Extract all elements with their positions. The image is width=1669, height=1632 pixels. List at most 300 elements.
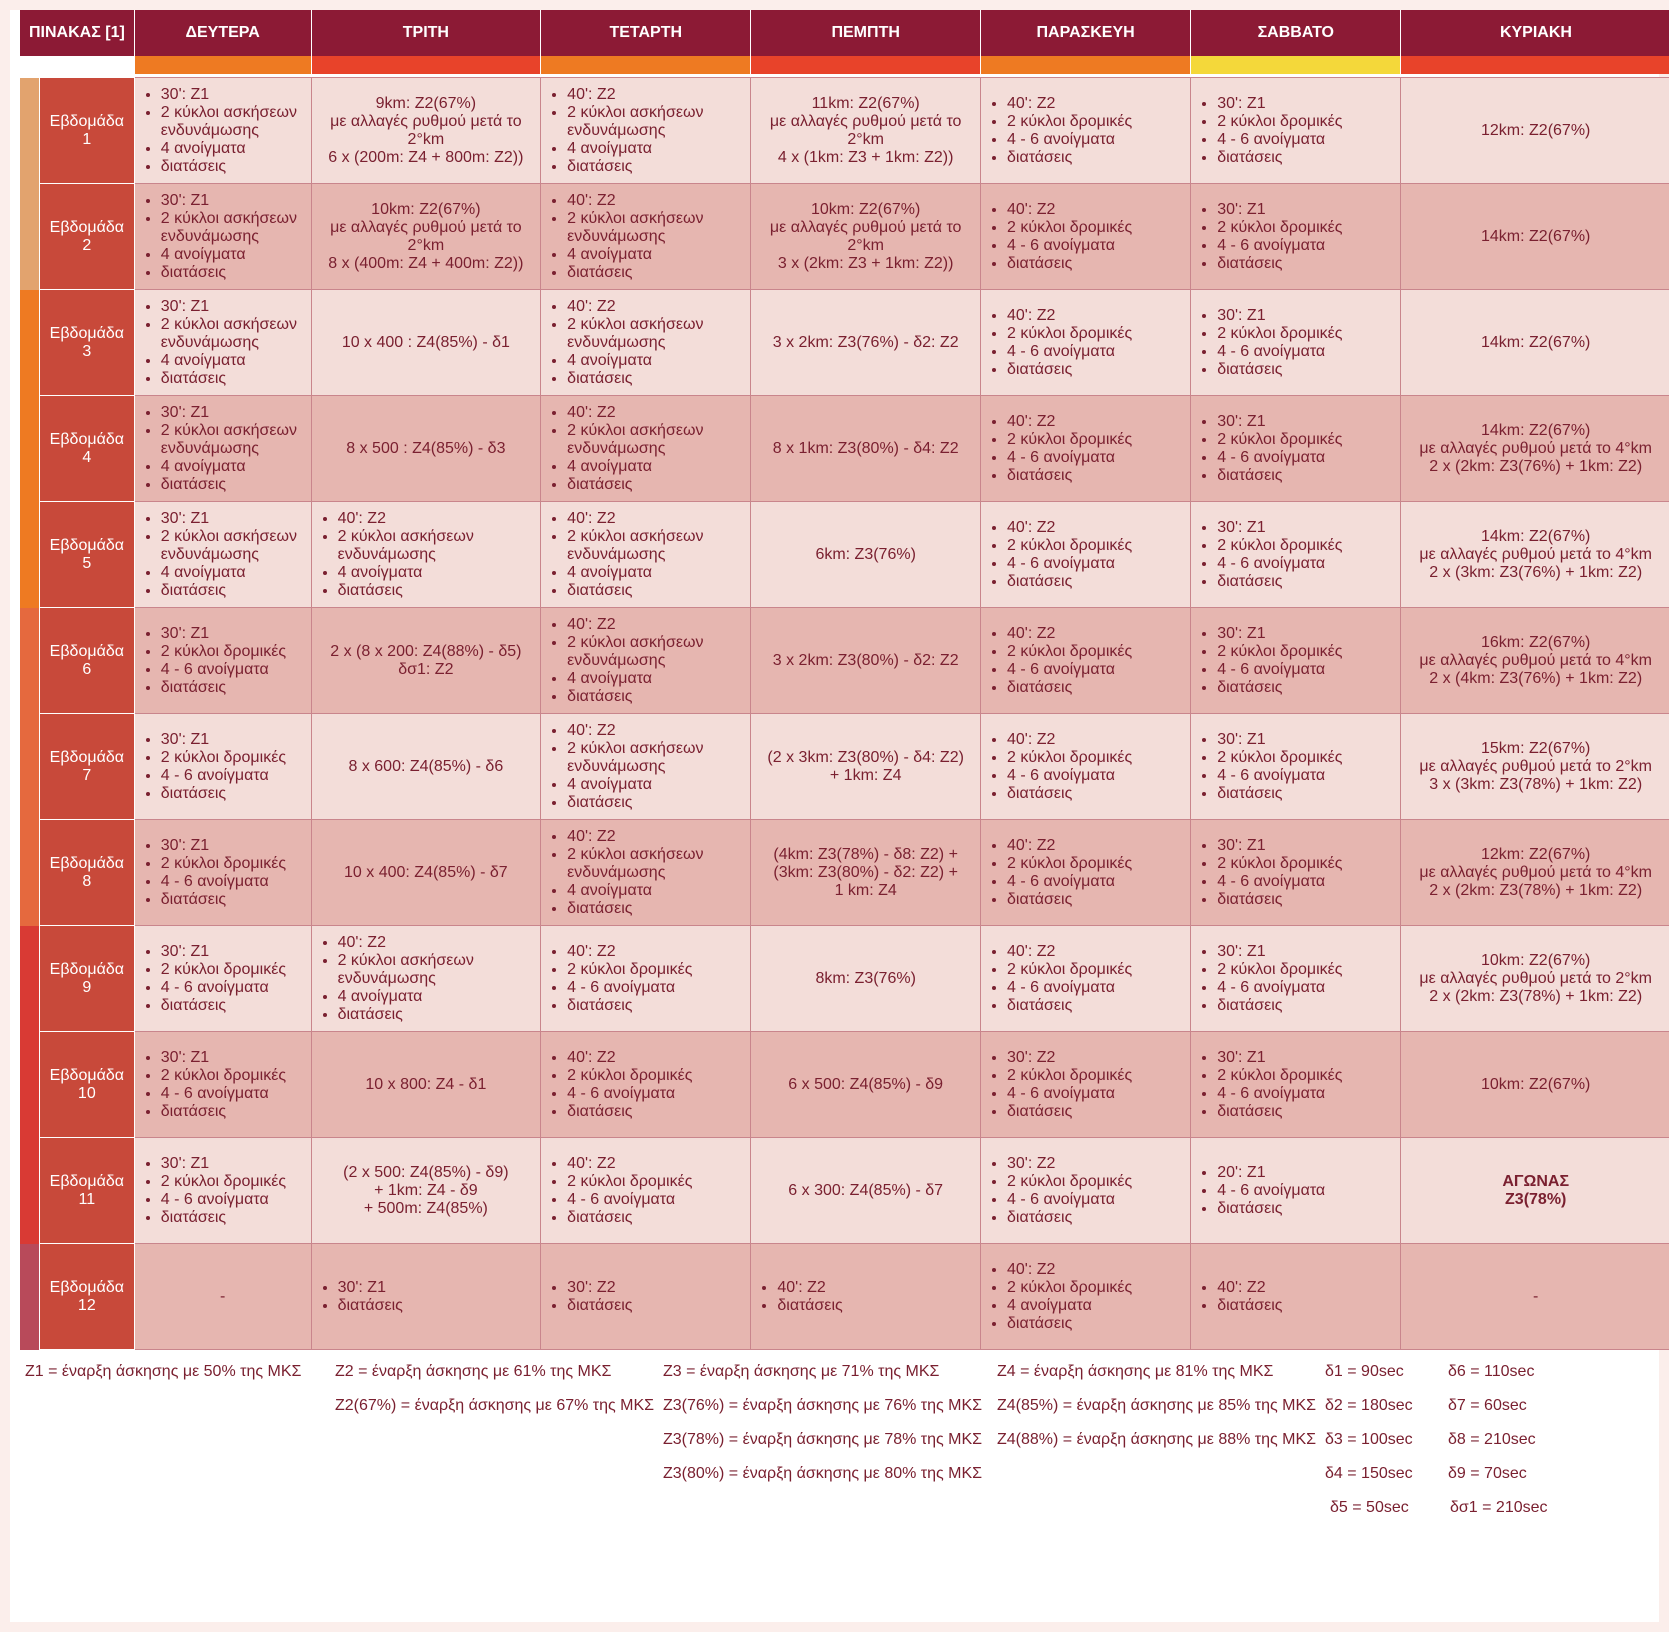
workout-item: • 40': Z2 (567, 943, 742, 961)
workout-line: 11km: Z2(67%) (811, 94, 920, 112)
workout-list (549, 943, 742, 1015)
workout-item: • διατάσεις (1007, 997, 1182, 1015)
workout-line: 14km: Z2(67%) (1481, 333, 1591, 351)
workout-line: 14km: Z2(67%) (1481, 421, 1591, 439)
workout-item: • 30': Z1 (161, 510, 303, 528)
legend-z2-67: Z2(67%) = έναρξη άσκησης με 67% της ΜΚΣ (335, 1397, 655, 1414)
workout-cell-sunday (1401, 714, 1669, 820)
workout-item: • 2 κύκλοι δρομικές (567, 1067, 742, 1085)
workout-item: • διατάσεις (567, 264, 742, 282)
workout-cell-saturday (1191, 396, 1401, 502)
workout-item: • 4 ανοίγματα (161, 458, 303, 476)
legend-d1: δ1 = 90sec (1325, 1363, 1404, 1380)
workout-list (143, 86, 303, 176)
workout-cell-saturday (1191, 502, 1401, 608)
workout-item: • 4 - 6 ανοίγματα (1217, 449, 1392, 467)
workout-list (143, 298, 303, 388)
workout-list (989, 1155, 1182, 1227)
workout-line: 12km: Z2(67%) (1481, 845, 1591, 863)
workout-item: • 4 - 6 ανοίγματα (161, 873, 303, 891)
workout-item: • 40': Z2 (338, 510, 533, 528)
workout-item: • 30': Z1 (161, 731, 303, 749)
workout-item: • 30': Z1 (1217, 95, 1392, 113)
workout-item: • διατάσεις (338, 582, 533, 600)
workout-list (759, 1279, 972, 1315)
workout-list (989, 943, 1182, 1015)
workout-item: • 4 - 6 ανοίγματα (1007, 873, 1182, 891)
workout-cell-tuesday (311, 926, 541, 1032)
workout-line: 3 x (3km: Z3(78%) + 1km: Z2) (1429, 775, 1643, 793)
day-color-stripe-5 (1191, 56, 1401, 74)
workout-cell-wednesday (541, 714, 751, 820)
workout-cell-saturday (1191, 184, 1401, 290)
workout-item: • 4 - 6 ανοίγματα (1007, 449, 1182, 467)
week-label (39, 502, 134, 608)
workout-list (1199, 413, 1392, 485)
workout-line: 10km: Z2(67%) (371, 200, 481, 218)
workout-item: • 2 κύκλοι δρομικές (1007, 431, 1182, 449)
workout-item: • 30': Z2 (1007, 1049, 1182, 1067)
workout-item: • διατάσεις (1007, 573, 1182, 591)
week-label-text: Εβδομάδα (49, 536, 124, 554)
workout-line: 6 x (200m: Z4 + 800m: Z2)) (328, 148, 524, 166)
workout-item: • 30': Z1 (161, 625, 303, 643)
day-color-stripe-3 (751, 56, 981, 74)
week-label-text: Εβδομάδα (49, 854, 124, 872)
workout-cell-sunday (1401, 290, 1669, 396)
workout-item: • 4 - 6 ανοίγματα (1217, 237, 1392, 255)
workout-list (989, 201, 1182, 273)
workout-cell-saturday (1191, 608, 1401, 714)
workout-line: 10km: Z2(67%) (1481, 1075, 1591, 1093)
week-label (39, 926, 134, 1032)
workout-line: 3 x 2km: Z3(76%) - δ2: Z2 (772, 333, 959, 351)
workout-item: • διατάσεις (567, 476, 742, 494)
workout-item: • 4 ανοίγματα (567, 458, 742, 476)
day-header-thursday: ΠΕΜΠΤΗ (751, 10, 981, 56)
workout-item: • 30': Z1 (1217, 837, 1392, 855)
workout-item: • 40': Z2 (1217, 1279, 1392, 1297)
day-header-wednesday: ΤΕΤΑΡΤΗ (541, 10, 751, 56)
header-row (20, 10, 1669, 56)
workout-item: • 2 κύκλοι δρομικές (1007, 1279, 1182, 1297)
workout-cell-tuesday (311, 396, 541, 502)
week-row (20, 820, 1669, 926)
workout-item: • 2 κύκλοι δρομικές (161, 855, 303, 873)
workout-item: • 4 - 6 ανοίγματα (1217, 1085, 1392, 1103)
workout-item: • 2 κύκλοι ασκήσεων ενδυνάμωσης (161, 316, 303, 352)
workout-cell-saturday (1191, 926, 1401, 1032)
week-color-strip (20, 78, 39, 184)
week-label (39, 1032, 134, 1138)
workout-cell-friday (980, 714, 1190, 820)
workout-cell-sunday (1401, 184, 1669, 290)
week-number: 11 (78, 1190, 96, 1208)
workout-item: • 4 - 6 ανοίγματα (1217, 661, 1392, 679)
workout-item: • 2 κύκλοι δρομικές (1007, 1173, 1182, 1191)
workout-cell-thursday (751, 184, 981, 290)
legend-d5: δ5 = 50sec (1330, 1499, 1409, 1516)
workout-cell-sunday (1401, 502, 1669, 608)
workout-cell-monday (134, 926, 311, 1032)
week-row (20, 184, 1669, 290)
workout-cell-monday (134, 184, 311, 290)
workout-list (1199, 1049, 1392, 1121)
workout-item: • διατάσεις (1217, 1200, 1392, 1218)
day-header-monday: ΔΕΥΤΕΡΑ (134, 10, 311, 56)
workout-list (549, 404, 742, 494)
week-label-text: Εβδομάδα (49, 748, 124, 766)
workout-list (549, 722, 742, 812)
workout-item: • 2 κύκλοι δρομικές (1007, 219, 1182, 237)
workout-line: 2 x (3km: Z3(76%) + 1km: Z2) (1429, 563, 1643, 581)
workout-item: • διατάσεις (1007, 1315, 1182, 1333)
workout-cell-thursday (751, 1244, 981, 1350)
workout-line: 15km: Z2(67%) (1481, 739, 1591, 757)
workout-item: • 40': Z2 (567, 192, 742, 210)
workout-item: • 4 ανοίγματα (567, 882, 742, 900)
workout-list (989, 95, 1182, 167)
workout-item: • διατάσεις (1007, 467, 1182, 485)
workout-line: 2 x (2km: Z3(78%) + 1km: Z2) (1429, 881, 1643, 899)
week-number: 6 (82, 660, 92, 678)
week-number: 7 (82, 766, 92, 784)
workout-cell-monday (134, 290, 311, 396)
week-label (39, 396, 134, 502)
workout-item: • διατάσεις (567, 1297, 742, 1315)
workout-item: • διατάσεις (777, 1297, 972, 1315)
workout-line: (2 x 500: Z4(85%) - δ9) (343, 1163, 509, 1181)
workout-list (1199, 307, 1392, 379)
workout-list (320, 510, 533, 600)
workout-item: • διατάσεις (1007, 1103, 1182, 1121)
workout-list (143, 731, 303, 803)
week-label-text: Εβδομάδα (49, 1172, 124, 1190)
workout-cell-friday (980, 78, 1190, 184)
workout-item: • διατάσεις (567, 1103, 742, 1121)
workout-item: • 2 κύκλοι ασκήσεων ενδυνάμωσης (161, 104, 303, 140)
workout-item: • 4 - 6 ανοίγματα (1007, 661, 1182, 679)
workout-list (989, 1261, 1182, 1333)
week-number: 10 (77, 1084, 96, 1102)
workout-item: • διατάσεις (567, 1209, 742, 1227)
legend-ds1: δσ1 = 210sec (1450, 1499, 1548, 1516)
week-color-strip (20, 1138, 39, 1244)
workout-item: • 2 κύκλοι δρομικές (1007, 855, 1182, 873)
workout-cell-monday (134, 820, 311, 926)
workout-item: • 4 - 6 ανοίγματα (1217, 767, 1392, 785)
workout-item: • 40': Z2 (1007, 519, 1182, 537)
legend-z4: Z4 = έναρξη άσκησης με 81% της ΜΚΣ (997, 1363, 1274, 1380)
workout-cell-monday (134, 396, 311, 502)
week-color-strip (20, 608, 39, 714)
week-row (20, 1244, 1669, 1350)
legend-z4-85: Z4(85%) = έναρξη άσκησης με 85% της ΜΚΣ (997, 1397, 1317, 1414)
workout-item: • 2 κύκλοι δρομικές (1217, 855, 1392, 873)
workout-item: • 40': Z2 (567, 722, 742, 740)
workout-line: 3 x 2km: Z3(80%) - δ2: Z2 (772, 651, 959, 669)
workout-cell-friday (980, 926, 1190, 1032)
workout-cell-thursday (751, 502, 981, 608)
week-row (20, 926, 1669, 1032)
workout-cell-thursday (751, 714, 981, 820)
workout-item: • διατάσεις (1007, 149, 1182, 167)
week-label-text: Εβδομάδα (49, 1066, 124, 1084)
workout-cell-monday (134, 1032, 311, 1138)
workout-line: 10km: Z2(67%) (810, 200, 921, 218)
workout-line: 12km: Z2(67%) (1481, 121, 1591, 139)
workout-line: (3km: Z3(80%) - δ2: Z2) + (773, 863, 958, 881)
workout-item: • διατάσεις (1217, 891, 1392, 909)
week-row (20, 78, 1669, 184)
workout-cell-friday (980, 184, 1190, 290)
workout-item: • 4 ανοίγματα (567, 776, 742, 794)
workout-cell-sunday (1401, 926, 1669, 1032)
week-label-text: Εβδομάδα (49, 960, 124, 978)
workout-line: 9km: Z2(67%) (375, 94, 477, 112)
workout-item: • διατάσεις (1217, 1103, 1392, 1121)
workout-item: • 40': Z2 (567, 404, 742, 422)
workout-cell-wednesday (541, 820, 751, 926)
workout-cell-monday (134, 1244, 311, 1350)
workout-item: • 4 - 6 ανοίγματα (1007, 237, 1182, 255)
week-label (39, 714, 134, 820)
workout-cell-wednesday (541, 1244, 751, 1350)
workout-list (320, 1279, 533, 1315)
workout-item: • διατάσεις (161, 370, 303, 388)
legend-d2: δ2 = 180sec (1325, 1397, 1413, 1414)
workout-cell-tuesday (311, 1032, 541, 1138)
workout-item: • διατάσεις (1007, 679, 1182, 697)
workout-item: • 2 κύκλοι ασκήσεων ενδυνάμωσης (567, 104, 742, 140)
workout-list (143, 1155, 303, 1227)
workout-list (1199, 837, 1392, 909)
workout-line: με αλλαγές ρυθμού μετά το 2°km (1419, 969, 1652, 987)
workout-item: • 2 κύκλοι δρομικές (567, 1173, 742, 1191)
workout-item: • διατάσεις (1217, 785, 1392, 803)
workout-item: • 30': Z1 (1217, 413, 1392, 431)
workout-item: • 2 κύκλοι δρομικές (1007, 325, 1182, 343)
workout-item: • 4 ανοίγματα (338, 564, 533, 582)
workout-line: 2 x (4km: Z3(76%) + 1km: Z2) (1429, 669, 1643, 687)
workout-item: • 4 ανοίγματα (567, 246, 742, 264)
legend-z3-80: Z3(80%) = έναρξη άσκησης με 80% της ΜΚΣ (663, 1465, 983, 1482)
week-label (39, 608, 134, 714)
workout-item: • 2 κύκλοι δρομικές (161, 749, 303, 767)
workout-item: • 30': Z1 (1217, 1049, 1392, 1067)
workout-item: • 2 κύκλοι δρομικές (1217, 219, 1392, 237)
legend-d6: δ6 = 110sec (1448, 1363, 1535, 1380)
workout-item: • 40': Z2 (1007, 201, 1182, 219)
workout-cell-friday (980, 290, 1190, 396)
day-color-stripe-2 (541, 56, 751, 74)
workout-line: 14km: Z2(67%) (1481, 527, 1591, 545)
workout-list (549, 1049, 742, 1121)
legend-z3-76: Z3(76%) = έναρξη άσκησης με 76% της ΜΚΣ (663, 1397, 983, 1414)
workout-line: 16km: Z2(67%) (1481, 633, 1591, 651)
workout-cell-monday (134, 608, 311, 714)
workout-line: με αλλαγές ρυθμού μετά το 2°km (769, 218, 962, 254)
workout-item: • 30': Z1 (1217, 625, 1392, 643)
workout-item: • 40': Z2 (567, 1155, 742, 1173)
workout-line: Z3(78%) (1505, 1190, 1567, 1208)
week-color-strip (20, 396, 39, 502)
workout-cell-saturday (1191, 1244, 1401, 1350)
legend-d4: δ4 = 150sec (1325, 1465, 1413, 1482)
workout-item: • διατάσεις (161, 476, 303, 494)
workout-list (143, 510, 303, 600)
legend-z3: Z3 = έναρξη άσκησης με 71% της ΜΚΣ (663, 1363, 940, 1380)
workout-line: 10 x 400: Z4(85%) - δ7 (344, 863, 508, 881)
workout-item: • 4 - 6 ανοίγματα (161, 979, 303, 997)
workout-line: + 1km: Z4 (829, 766, 902, 784)
workout-line: (4km: Z3(78%) - δ8: Z2) + (773, 845, 958, 863)
week-number: 3 (82, 342, 92, 360)
workout-line: 6km: Z3(76%) (815, 545, 916, 563)
workout-item: • διατάσεις (161, 997, 303, 1015)
workout-line: - (220, 1287, 226, 1305)
workout-item: • 4 - 6 ανοίγματα (1007, 131, 1182, 149)
workout-item: • 40': Z2 (567, 828, 742, 846)
workout-item: • 2 κύκλοι δρομικές (567, 961, 742, 979)
workout-item: • διατάσεις (1217, 149, 1392, 167)
workout-line: 2 x (8 x 200: Z4(88%) - δ5) (330, 642, 522, 660)
workout-item: • 2 κύκλοι δρομικές (161, 643, 303, 661)
workout-item: • 4 - 6 ανοίγματα (1217, 979, 1392, 997)
week-number: 2 (82, 236, 92, 254)
workout-line: - (1533, 1287, 1539, 1305)
week-number: 4 (82, 448, 92, 466)
workout-item: • 40': Z2 (1007, 837, 1182, 855)
workout-item: • 2 κύκλοι ασκήσεων ενδυνάμωσης (567, 210, 742, 246)
workout-cell-saturday (1191, 820, 1401, 926)
workout-item: • 4 ανοίγματα (161, 352, 303, 370)
workout-item: • 40': Z2 (1007, 625, 1182, 643)
week-row (20, 290, 1669, 396)
workout-line: + 500m: Z4(85%) (363, 1199, 488, 1217)
workout-list (989, 1049, 1182, 1121)
workout-item: • 2 κύκλοι δρομικές (1217, 1067, 1392, 1085)
workout-item: • 40': Z2 (1007, 731, 1182, 749)
workout-cell-wednesday (541, 502, 751, 608)
week-number: 8 (82, 872, 92, 890)
week-color-strip (20, 290, 39, 396)
week-row (20, 396, 1669, 502)
workout-cell-friday (980, 820, 1190, 926)
workout-line: με αλλαγές ρυθμού μετά το 4°km (1419, 439, 1652, 457)
week-row (20, 608, 1669, 714)
workout-item: • 2 κύκλοι δρομικές (161, 1173, 303, 1191)
workout-list (989, 731, 1182, 803)
workout-cell-sunday (1401, 1244, 1669, 1350)
workout-item: • 2 κύκλοι δρομικές (1007, 113, 1182, 131)
workout-cell-wednesday (541, 184, 751, 290)
workout-list (989, 519, 1182, 591)
week-color-strip (20, 820, 39, 926)
workout-cell-tuesday (311, 290, 541, 396)
workout-cell-friday (980, 396, 1190, 502)
workout-item: • διατάσεις (1217, 679, 1392, 697)
workout-line: με αλλαγές ρυθμού μετά το 2°km (1419, 757, 1652, 775)
day-color-stripe-row (20, 56, 1669, 74)
workout-item: • 2 κύκλοι δρομικές (1007, 749, 1182, 767)
workout-cell-saturday (1191, 1138, 1401, 1244)
workout-item: • 2 κύκλοι ασκήσεων ενδυνάμωσης (567, 528, 742, 564)
workout-item: • διατάσεις (1217, 573, 1392, 591)
workout-item: • διατάσεις (1217, 467, 1392, 485)
workout-cell-saturday (1191, 290, 1401, 396)
workout-item: • διατάσεις (567, 688, 742, 706)
workout-item: • διατάσεις (567, 158, 742, 176)
week-label-text: Εβδομάδα (49, 642, 124, 660)
workout-cell-wednesday (541, 290, 751, 396)
legend-d8: δ8 = 210sec (1448, 1431, 1536, 1448)
workout-cell-friday (980, 1244, 1190, 1350)
workout-cell-friday (980, 502, 1190, 608)
workout-item: • 30': Z2 (567, 1279, 742, 1297)
workout-line: δσ1: Z2 (398, 660, 454, 678)
workout-item: • διατάσεις (161, 891, 303, 909)
workout-item: • 4 - 6 ανοίγματα (567, 1191, 742, 1209)
workout-item: • 4 - 6 ανοίγματα (1217, 873, 1392, 891)
workout-item: • 20': Z1 (1217, 1164, 1392, 1182)
workout-item: • 4 - 6 ανοίγματα (1217, 131, 1392, 149)
workout-item: • διατάσεις (1007, 891, 1182, 909)
workout-list (1199, 519, 1392, 591)
workout-line: 8 x (400m: Z4 + 400m: Z2)) (328, 254, 524, 272)
workout-item: • διατάσεις (161, 1209, 303, 1227)
workout-line: 8 x 1km: Z3(80%) - δ4: Z2 (772, 439, 959, 457)
workout-item: • 4 - 6 ανοίγματα (1007, 1191, 1182, 1209)
week-label (39, 1138, 134, 1244)
workout-cell-sunday (1401, 1138, 1669, 1244)
week-label-text: Εβδομάδα (49, 1278, 124, 1296)
workout-item: • 30': Z1 (1217, 201, 1392, 219)
workout-list (549, 828, 742, 918)
workout-item: • 4 - 6 ανοίγματα (1007, 979, 1182, 997)
workout-item: • διατάσεις (338, 1297, 533, 1315)
week-number: 1 (82, 130, 92, 148)
workout-cell-tuesday (311, 1244, 541, 1350)
workout-item: • 4 - 6 ανοίγματα (1217, 555, 1392, 573)
workout-list (1199, 1279, 1392, 1315)
workout-item: • 40': Z2 (1007, 1261, 1182, 1279)
workout-item: • 4 ανοίγματα (161, 246, 303, 264)
workout-line: 2 x (2km: Z3(78%) + 1km: Z2) (1429, 987, 1643, 1005)
workout-line: 6 x 500: Z4(85%) - δ9 (788, 1075, 944, 1093)
workout-item: • 2 κύκλοι ασκήσεων ενδυνάμωσης (567, 316, 742, 352)
workout-cell-monday (134, 714, 311, 820)
workout-line: 10km: Z2(67%) (1481, 951, 1591, 969)
workout-item: • διατάσεις (1007, 1209, 1182, 1227)
workout-item: • διατάσεις (1217, 255, 1392, 273)
workout-item: • 40': Z2 (1007, 943, 1182, 961)
day-header-saturday: ΣΑΒΒΑΤΟ (1191, 10, 1401, 56)
workout-cell-sunday (1401, 1032, 1669, 1138)
workout-item: • 4 ανοίγματα (567, 140, 742, 158)
workout-line: 3 x (2km: Z3 + 1km: Z2)) (777, 254, 954, 272)
workout-line: με αλλαγές ρυθμού μετά το 4°km (1419, 545, 1652, 563)
table-corner-label: ΠΙΝΑΚΑΣ [1] (20, 10, 134, 56)
week-number: 9 (82, 978, 92, 996)
workout-item: • 30': Z1 (161, 1155, 303, 1173)
week-row (20, 502, 1669, 608)
workout-list (143, 943, 303, 1015)
workout-line: 8km: Z3(76%) (815, 969, 916, 987)
workout-item: • 30': Z1 (161, 404, 303, 422)
workout-list (549, 192, 742, 282)
workout-cell-thursday (751, 1032, 981, 1138)
